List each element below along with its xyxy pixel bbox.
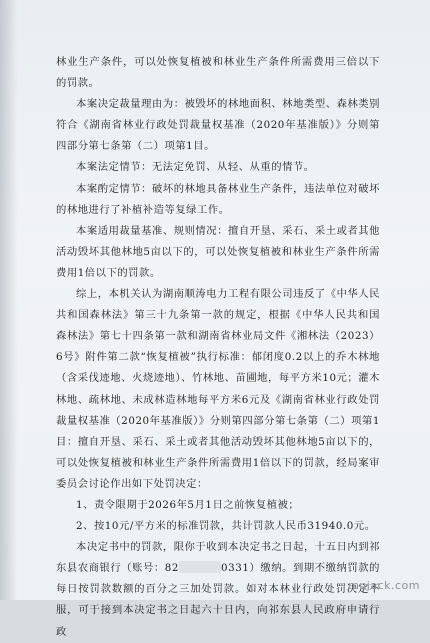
paragraph-applicable-standard: 本案适用裁量基准、规则情况：擅自开垦、采石、采土或者其他活动毁坏其他林地5亩以下的，可以处恢复植被和林业生产条件所需费用1倍以下的罚款。: [56, 224, 380, 279]
decision-item-1: 1、责令限期于2026年5月1日之前恢复植被；: [76, 498, 300, 511]
redacted-account-number: [179, 561, 221, 573]
paragraph-payment-instructions: [56, 537, 380, 642]
paragraph-statutory-circumstances: 本案法定情节：无法定免罚、从轻、从重的情节。: [76, 161, 315, 174]
paragraph-penalty-clause-end: 林业生产条件，可以处恢复植被和林业生产条件所需费用三倍以下的罚款。: [56, 56, 380, 90]
paragraph-discretionary-circumstances: 本案酌定情节：破坏的林地具备林业生产条件，违法单位对破坏的林地进行了补植补造等复绿工作。: [56, 182, 380, 216]
payment-text-after-account: 0331）缴纳。到期不缴纳罚款的每日按罚款数额的百分之三加处罚款。如对本林业行政处罚决定不服，可于接到本决定书之日起六十日内，向祁东县人民政府申请行政: [56, 562, 380, 638]
paragraph-discretion-reason: 本案决定裁量理由为：被毁坏的林地面积、林地类型、森林类别符合《湖南省林业行政处罚裁量权基准（2020年基准版）》分则第四部分第七条第（二）项第1目。: [56, 98, 380, 153]
paragraph-conclusion: 综上，本机关认为湖南顺涛电力工程有限公司违反了《中华人民共和国森林法》第三十九条第一款的规定，根据《中华人民共和国森林法》第七十四条第一款和湖南省林业局文件《湘林法（2023）6号》附件第二款“恢复植被”执行标准：郁闭度0.2以上的乔木林地（含采伐迹地、火烧迹地）、竹林地、苗圃地，每平方米10元；灌木林地、疏林地、未成林造林地每平方米6元及《湖南省林业行政处罚裁量权基准（2020年基准版）》分则第四部分第七条第（二）项第1目：擅自开垦、采石、采土或者其他活动毁坏其他林地5亩以下的，可以处恢复植被和林业生产条件所需费用1倍以下的罚款，经局案审委员会讨论作出如下处罚决定：: [56, 288, 380, 490]
watermark: mujack.com: [348, 579, 420, 592]
page-edge-shadow: [0, 0, 18, 600]
document-body: [56, 52, 380, 643]
payment-text-before-account: 本决定书中的罚款，限你于收到本决定书之日起，十五日内到祁东县农商银行（账号：82: [56, 541, 380, 575]
decision-item-2: 2、按10元/平方米的标准罚款，共计罚款人民币31940.0元。: [76, 520, 376, 533]
